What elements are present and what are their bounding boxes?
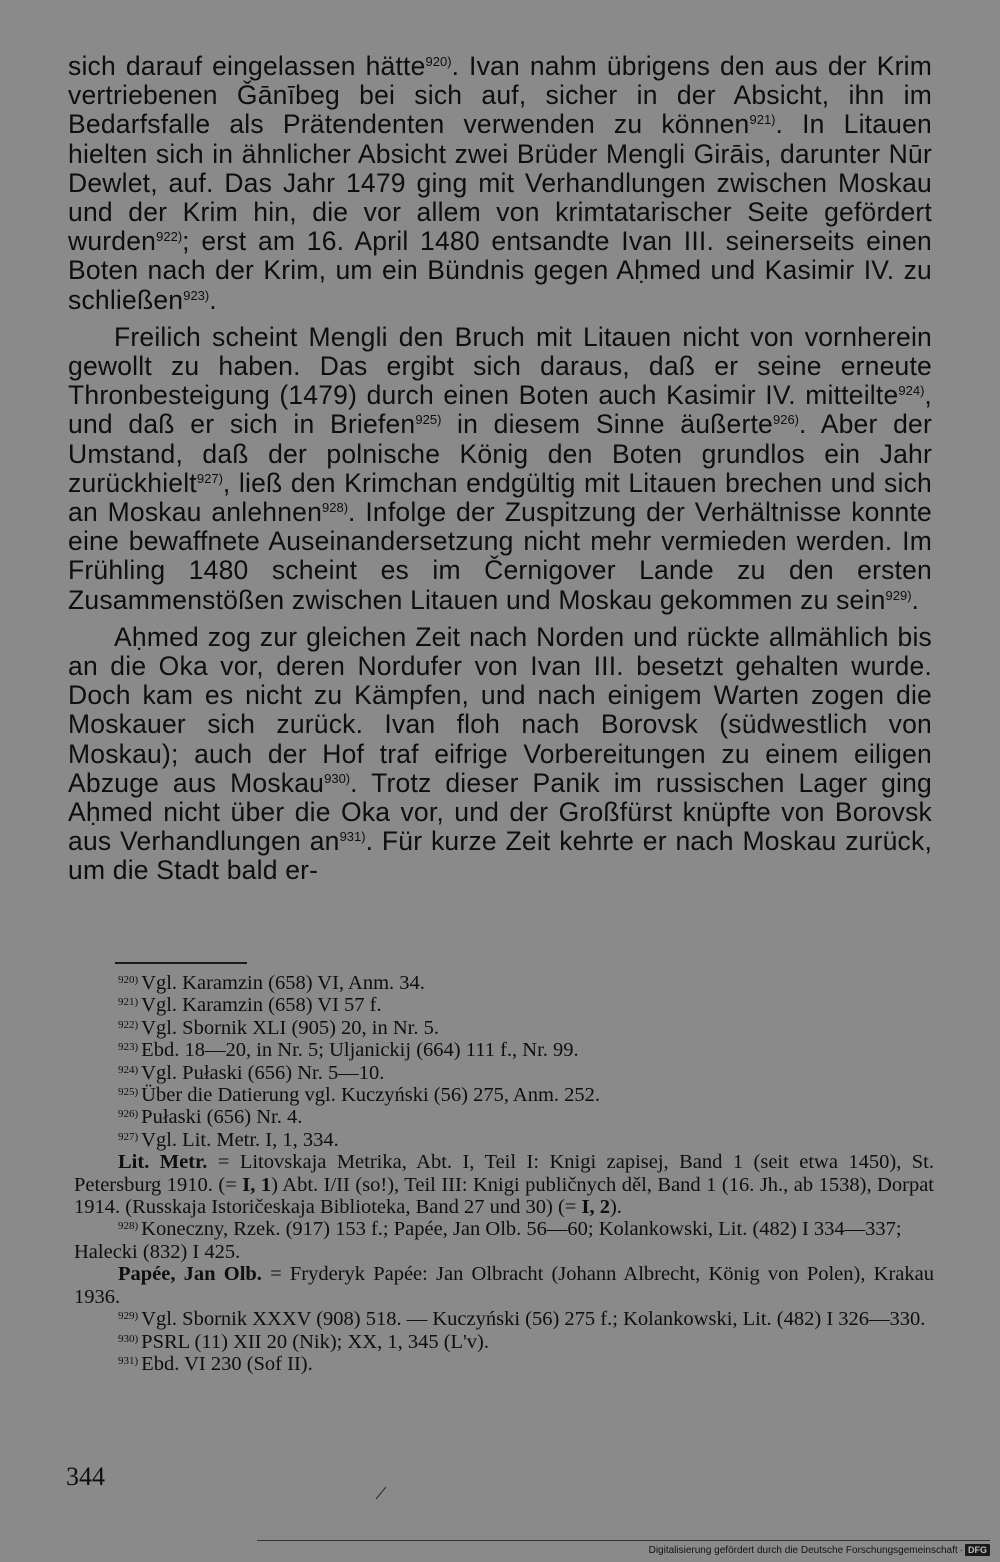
- footnote-921: [74, 994, 934, 1016]
- footnote-separator: [115, 962, 247, 964]
- footnote-text: Vgl. Lit. Metr. I, 1, 334.: [141, 1128, 339, 1151]
- footnote-ref: 930): [324, 770, 351, 786]
- text-run: .: [209, 284, 217, 315]
- footnote-ref: 928): [322, 500, 349, 516]
- page-number: 344: [66, 1462, 105, 1491]
- footnote-number: 930): [118, 1332, 139, 1345]
- footnote-number: 923): [118, 1041, 139, 1054]
- text-run: .: [911, 584, 920, 615]
- dfg-logo: DFG: [965, 1544, 990, 1556]
- footnote-928: [74, 1218, 934, 1263]
- abbreviation-text: = Fryderyk Papée: Jan Olbracht (Johann Albrecht, König von Polen), Krakau 1936.: [74, 1263, 934, 1308]
- footnote-number: 924): [118, 1063, 139, 1076]
- text-run: sich darauf eingelassen hätte: [68, 51, 426, 81]
- footnote-text: Vgl. Pułaski (656) Nr. 5—10.: [141, 1061, 385, 1084]
- footnote-924: [74, 1062, 934, 1084]
- footer-rule: [257, 1540, 990, 1541]
- footnote-922: [74, 1017, 934, 1039]
- footnote-ref: 921): [749, 112, 776, 128]
- footnote-number: 928): [118, 1220, 139, 1233]
- text-run: Freilich scheint Mengli den Bruch mit Litauen nicht von vornherein gewollt zu haben. Das ergibt sich daraus, daß er seine erneute Thronbesteigung (1479) durch einen Boten auch Kasimir IV. mitteilte: [68, 321, 932, 411]
- text-run: . Für kurze Zeit kehrte er nach Moskau zurück, um die Stadt bald er-: [68, 826, 933, 886]
- text-run: . Ivan nahm übrigens den aus der Krim vertriebenen Ǧānībeg bei sich auf, sicher in der Absicht, ihn im Bedarfsfalle als Prätendenten verwenden zu können: [68, 51, 932, 140]
- footnote-ref: 922): [156, 229, 183, 245]
- footnote-text: Ebd. 18—20, in Nr. 5; Uljanickij (664) 111 f., Nr. 99.: [141, 1039, 579, 1062]
- footnote-text: Vgl. Karamzin (658) VI, Anm. 34.: [141, 972, 425, 994]
- footnote-925: [74, 1084, 934, 1106]
- footnote-number: 925): [118, 1086, 139, 1099]
- paragraph-2: [68, 323, 932, 615]
- footnote-number: 922): [118, 1018, 139, 1031]
- paragraph-1: [68, 52, 932, 315]
- footnote-ref: 926): [772, 412, 800, 428]
- abbreviation-text: ) Abt. I/II (so!), Teil III: Knigi publičnych děl, Band 1 (16. Jh., ab 1538), Dorpat 1914. (Russkaja Istoričeskaja Biblioteka, Band 27 und 30) (=: [74, 1173, 934, 1219]
- scan-mark: [374, 1486, 388, 1500]
- footnote-number: 926): [118, 1108, 139, 1121]
- footnote-920: [74, 972, 934, 994]
- abbreviation-text: = Litovskaja Metrika, Abt. I, Teil I: Knigi zapisej, Band 1 (seit etwa 1450), St. Petersburg 1910. (=: [74, 1151, 935, 1196]
- text-run: . Infolge der Zuspitzung der Verhältnisse konnte eine bewaffnete Auseinandersetzung nicht mehr vermieden werden. Im Frühling 1480 scheint es im Černigover Lande zu den ersten Zusammenstößen zwischen Litauen und Moskau gekommen zu sein: [68, 497, 932, 615]
- text-run: Aḥmed zog zur gleichen Zeit nach Norden und rückte allmählich bis an die Oka vor, deren Nordufer von Ivan III. besetzt gehalten wurde. Doch kam es nicht zu Kämpfen, und nach einigem Warten zogen die Moskauer sich zurück. Ivan floh nach Borovsk (südwestlich von Moskau); auch der Hof traf eifrige Vorbereitungen zu einem eiligen Abzuge aus Moskau: [68, 621, 932, 798]
- footnote-text: Vgl. Sbornik XXXV (908) 518. — Kuczyński (56) 275 f.; Kolankowski, Lit. (482) I 326—330.: [141, 1308, 926, 1331]
- footer-credit: Digitalisierung gefördert durch die Deutsche Forschungsgemeinschaft: [648, 1544, 958, 1556]
- abbreviation-ref: I, 1: [242, 1173, 272, 1196]
- footnote-text: Koneczny, Rzek. (917) 153 f.; Papée, Jan Olb. 56—60; Kolankowski, Lit. (482) I 334—337; Halecki (832) I 425.: [74, 1218, 902, 1263]
- footnote-931: [74, 1353, 934, 1375]
- footer-dot: ·: [959, 1544, 963, 1556]
- text-run: , und daß er sich in Briefen: [68, 380, 932, 440]
- footnote-ref: 929): [885, 587, 912, 603]
- text-run: ; erst am 16. April 1480 entsandte Ivan III. seinerseits einen Boten nach der Krim, um ein Bündnis gegen Aḥmed und Kasimir IV. zu schließen: [68, 226, 932, 315]
- footnote-text: Vgl. Sbornik XLI (905) 20, in Nr. 5.: [141, 1016, 439, 1039]
- footnote-926: [74, 1106, 934, 1128]
- abbreviation-papee: [74, 1263, 934, 1308]
- footnote-ref: 920): [425, 54, 452, 69]
- footnote-ref: 931): [339, 829, 366, 845]
- footnote-927: [74, 1129, 934, 1151]
- abbreviation-text: ).: [609, 1196, 622, 1219]
- footnote-number: 931): [118, 1354, 139, 1367]
- footnote-ref: 923): [183, 287, 210, 303]
- abbreviation-lit-metr: [74, 1151, 934, 1218]
- paragraph-3: [68, 623, 932, 886]
- footnote-number: 920): [118, 974, 139, 986]
- abbreviation-label: Papée, Jan Olb.: [118, 1263, 262, 1286]
- text-run: . Trotz dieser Panik im russischen Lager ging Aḥmed nicht über die Oka vor, und der Großfürst knüpfte von Borovsk aus Verhandlungen an: [68, 767, 932, 857]
- footnote-text: Ebd. VI 230 (Sof II).: [141, 1352, 313, 1375]
- footnote-text: Pułaski (656) Nr. 4.: [141, 1106, 303, 1129]
- footnote-ref: 925): [415, 412, 442, 428]
- footnote-text: Über die Datierung vgl. Kuczyński (56) 275, Anm. 252.: [141, 1084, 601, 1107]
- text-run: in diesem Sinne äußerte: [441, 409, 773, 440]
- footnote-number: 929): [118, 1310, 139, 1323]
- footnote-929: [74, 1308, 934, 1330]
- abbreviation-label: Lit. Metr.: [118, 1151, 208, 1174]
- footnote-number: 921): [118, 996, 139, 1009]
- text-run: , ließ den Krimchan endgültig mit Litauen brechen und sich an Moskau anlehnen: [68, 467, 932, 528]
- footnote-ref: 924): [898, 383, 925, 399]
- footnote-text: Vgl. Karamzin (658) VI 57 f.: [141, 994, 382, 1017]
- footnote-930: [74, 1331, 934, 1353]
- main-text: [68, 52, 932, 886]
- abbreviation-ref: I, 2: [581, 1196, 610, 1219]
- footnote-ref: 927): [196, 470, 223, 486]
- footnote-text: PSRL (11) XII 20 (Nik); XX, 1, 345 (L'v).: [141, 1330, 489, 1353]
- digitization-footer: [649, 1542, 990, 1558]
- footnote-number: 927): [118, 1130, 139, 1143]
- footnote-923: [74, 1039, 934, 1061]
- footnotes: [74, 972, 934, 1375]
- text-run: . Aber der Umstand, daß der polnische König den Boten grundlos ein Jahr zurückhielt: [68, 409, 933, 498]
- text-run: . In Litauen hielten sich in ähnlicher Absicht zwei Brüder Mengli Girāis, darunter Nūr Dewlet, auf. Das Jahr 1479 ging mit Verhandlungen zwischen Moskau und der Krim hin, die vor allem von krimtatarischer Seite gefördert wurden: [68, 109, 932, 257]
